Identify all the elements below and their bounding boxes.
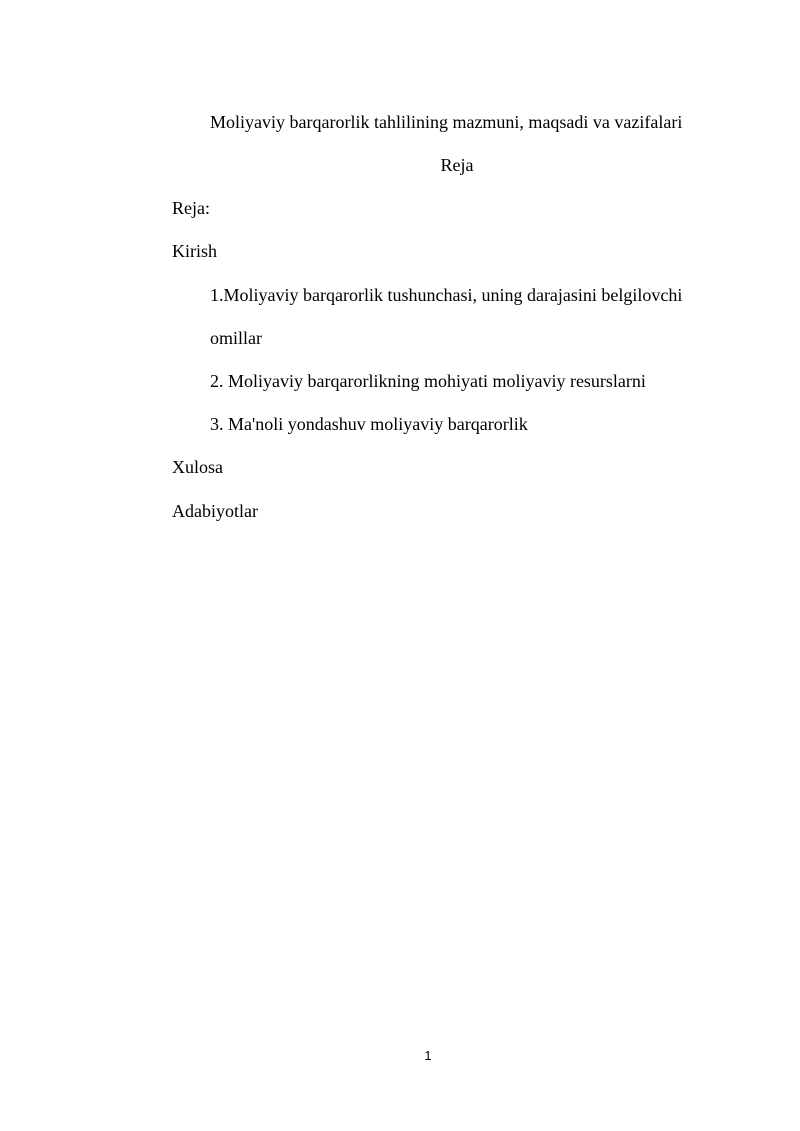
plan-item-conclusion: Xulosa — [172, 457, 223, 477]
plan-label: Reja: — [172, 198, 210, 218]
plan-item-references: Adabiyotlar — [172, 501, 258, 521]
plan-item-1: 1.Moliyaviy barqarorlik tushunchasi, uning darajasini belgilovchi — [210, 285, 683, 305]
plan-item-3: 3. Ma'noli yondashuv moliyaviy barqarorlik — [210, 414, 528, 434]
plan-item-introduction: Kirish — [172, 241, 217, 261]
document-title: Moliyaviy barqarorlik tahlilining mazmuni, maqsadi va vazifalari — [210, 112, 683, 132]
plan-item-1-continuation: omillar — [210, 328, 262, 348]
plan-heading: Reja — [440, 155, 474, 175]
page-number: 1 — [424, 1048, 432, 1063]
plan-item-2: 2. Moliyaviy barqarorlikning mohiyati moliyaviy resurslarni — [210, 371, 646, 391]
